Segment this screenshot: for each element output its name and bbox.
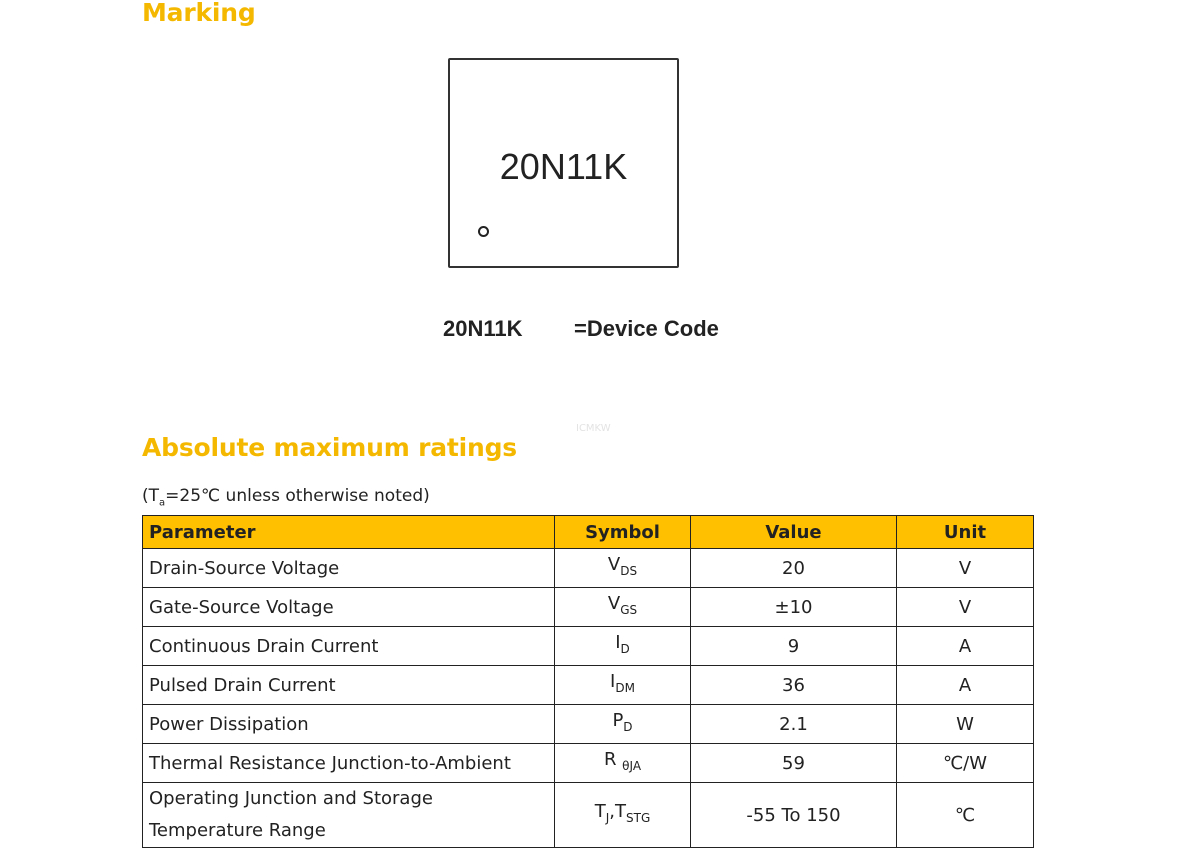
legend-code: 20N11K (443, 316, 523, 341)
legend-description: =Device Code (574, 316, 719, 341)
marking-heading: Marking (142, 0, 256, 27)
header-unit: Unit (897, 516, 1034, 549)
cell-unit: A (897, 666, 1034, 705)
table-row (143, 588, 1034, 627)
chip-marking-code: 20N11K (499, 146, 628, 187)
cell-value: 20 (691, 549, 897, 588)
cell-symbol: $P_D$ (555, 705, 691, 744)
table-header-row (143, 516, 1034, 549)
chip-package-outline (448, 58, 679, 268)
table-row (143, 744, 1034, 783)
cell-symbol: $I_D$ (555, 627, 691, 666)
table-row (143, 705, 1034, 744)
cell-symbol: $V_{GS}$ (555, 588, 691, 627)
cell-unit: W (897, 705, 1034, 744)
cell-unit: ℃/W (897, 744, 1034, 783)
cell-value: 2.1 (691, 705, 897, 744)
cell-symbol: R $_{\theta JA}$ (555, 744, 691, 783)
cell-unit: V (897, 549, 1034, 588)
table-row (143, 549, 1034, 588)
cell-value: 59 (691, 744, 897, 783)
ratings-heading: Absolute maximum ratings (142, 433, 517, 462)
cell-value: 36 (691, 666, 897, 705)
table-row (143, 783, 1034, 848)
header-value: Value (691, 516, 897, 549)
cell-value: -55 To 150 (691, 783, 897, 848)
table-row (143, 627, 1034, 666)
header-symbol: Symbol (555, 516, 691, 549)
cell-unit: V (897, 588, 1034, 627)
cell-parameter: Operating Junction and Storage Temperature Range (143, 783, 555, 848)
cell-unit: A (897, 627, 1034, 666)
cell-parameter: Pulsed Drain Current (143, 666, 555, 705)
cell-parameter: Drain-Source Voltage (143, 549, 555, 588)
conditions-note: ($T_a=25℃$ unless otherwise noted) (142, 486, 430, 509)
cell-symbol: $I_{DM}$ (555, 666, 691, 705)
cell-parameter: Thermal Resistance Junction-to-Ambient (143, 744, 555, 783)
cell-unit: ℃ (897, 783, 1034, 848)
cell-parameter: Power Dissipation (143, 705, 555, 744)
cell-parameter: Gate-Source Voltage (143, 588, 555, 627)
watermark: ICMKW (576, 423, 611, 434)
cell-parameter: Continuous Drain Current (143, 627, 555, 666)
ratings-table (142, 515, 1034, 848)
cell-symbol: $V_{DS}$ (555, 549, 691, 588)
table-row (143, 666, 1034, 705)
cell-value: ±10 (691, 588, 897, 627)
cell-value: 9 (691, 627, 897, 666)
header-parameter: Parameter (143, 516, 555, 549)
pin1-indicator-icon (478, 226, 489, 237)
cell-symbol: $T_J,T_{STG}$ (555, 783, 691, 848)
